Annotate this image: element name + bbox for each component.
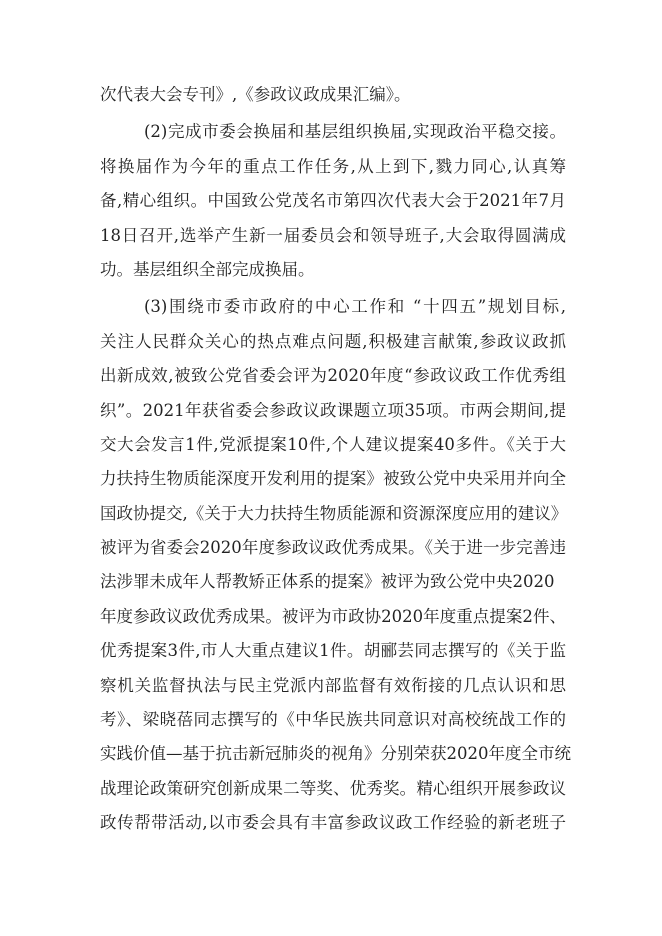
text-line: 功。基层组织全部完成换届。 (100, 259, 315, 279)
text-line: 法涉罪未成年人帮教矫正体系的提案》被评为致公党中央2020 (100, 572, 555, 592)
text-line: 年度参政议政优秀成果。被评为市政协2020年度重点提案2件、 (100, 606, 566, 626)
text-line: 国政协提交,《关于大力扶持生物质能源和资源深度应用的建议》 (100, 503, 568, 523)
text-line: 实践价值—基于抗击新冠肺炎的视角》分别荣获2020年度全市统 (100, 744, 571, 764)
text-line: 战理论政策研究创新成果二等奖、优秀奖。精心组织开展参政议 (100, 778, 566, 798)
text-line: 考》、梁晓蓓同志撰写的《中华民族共同意识对高校统战工作的 (100, 710, 566, 730)
text-line: 政传帮带活动,以市委会具有丰富参政议政工作经验的新老班子 (100, 813, 566, 833)
paragraph-3 (100, 290, 571, 840)
text-line: 出新成效,被致公党省委会评为2020年度“参政议政工作优秀组 (100, 366, 566, 386)
text-line: 次代表大会专刊》,《参政议政成果汇编》。 (100, 85, 411, 104)
document-page (100, 78, 571, 844)
paragraph-2 (100, 115, 566, 287)
text-line: (2)完成市委会换届和基层组织换届,实现政治平稳交接。 (144, 122, 566, 142)
text-line: (3)围绕市委市政府的中心工作和 “十四五”规划目标, (144, 297, 566, 317)
text-line: 18日召开,选举产生新一届委员会和领导班子,大会取得圆满成 (100, 225, 566, 245)
text-line: 关注人民群众关心的热点难点问题,积极建言献策,参政议政抓 (100, 331, 566, 351)
text-line: 察机关监督执法与民主党派内部监督有效衔接的几点认识和思 (100, 675, 566, 695)
paragraph-1 (100, 78, 566, 112)
text-line: 备,精心组织。中国致公党茂名市第四次代表大会于2021年7月 (100, 191, 566, 211)
text-line: 织”。2021年获省委会参政议政课题立项35项。市两会期间,提 (100, 400, 566, 420)
text-line: 交大会发言1件,党派提案10件,个人建议提案40多件。《关于大 (100, 434, 566, 454)
text-line: 将换届作为今年的重点工作任务,从上到下,戮力同心,认真筹 (100, 156, 566, 176)
text-line: 力扶持生物质能深度开发利用的提案》被致公党中央采用并向全 (100, 469, 566, 489)
text-line: 优秀提案3件,市人大重点建议1件。胡郦芸同志撰写的《关于监 (100, 641, 566, 661)
text-line: 被评为省委会2020年度参政议政优秀成果。《关于进一步完善违 (100, 538, 566, 558)
